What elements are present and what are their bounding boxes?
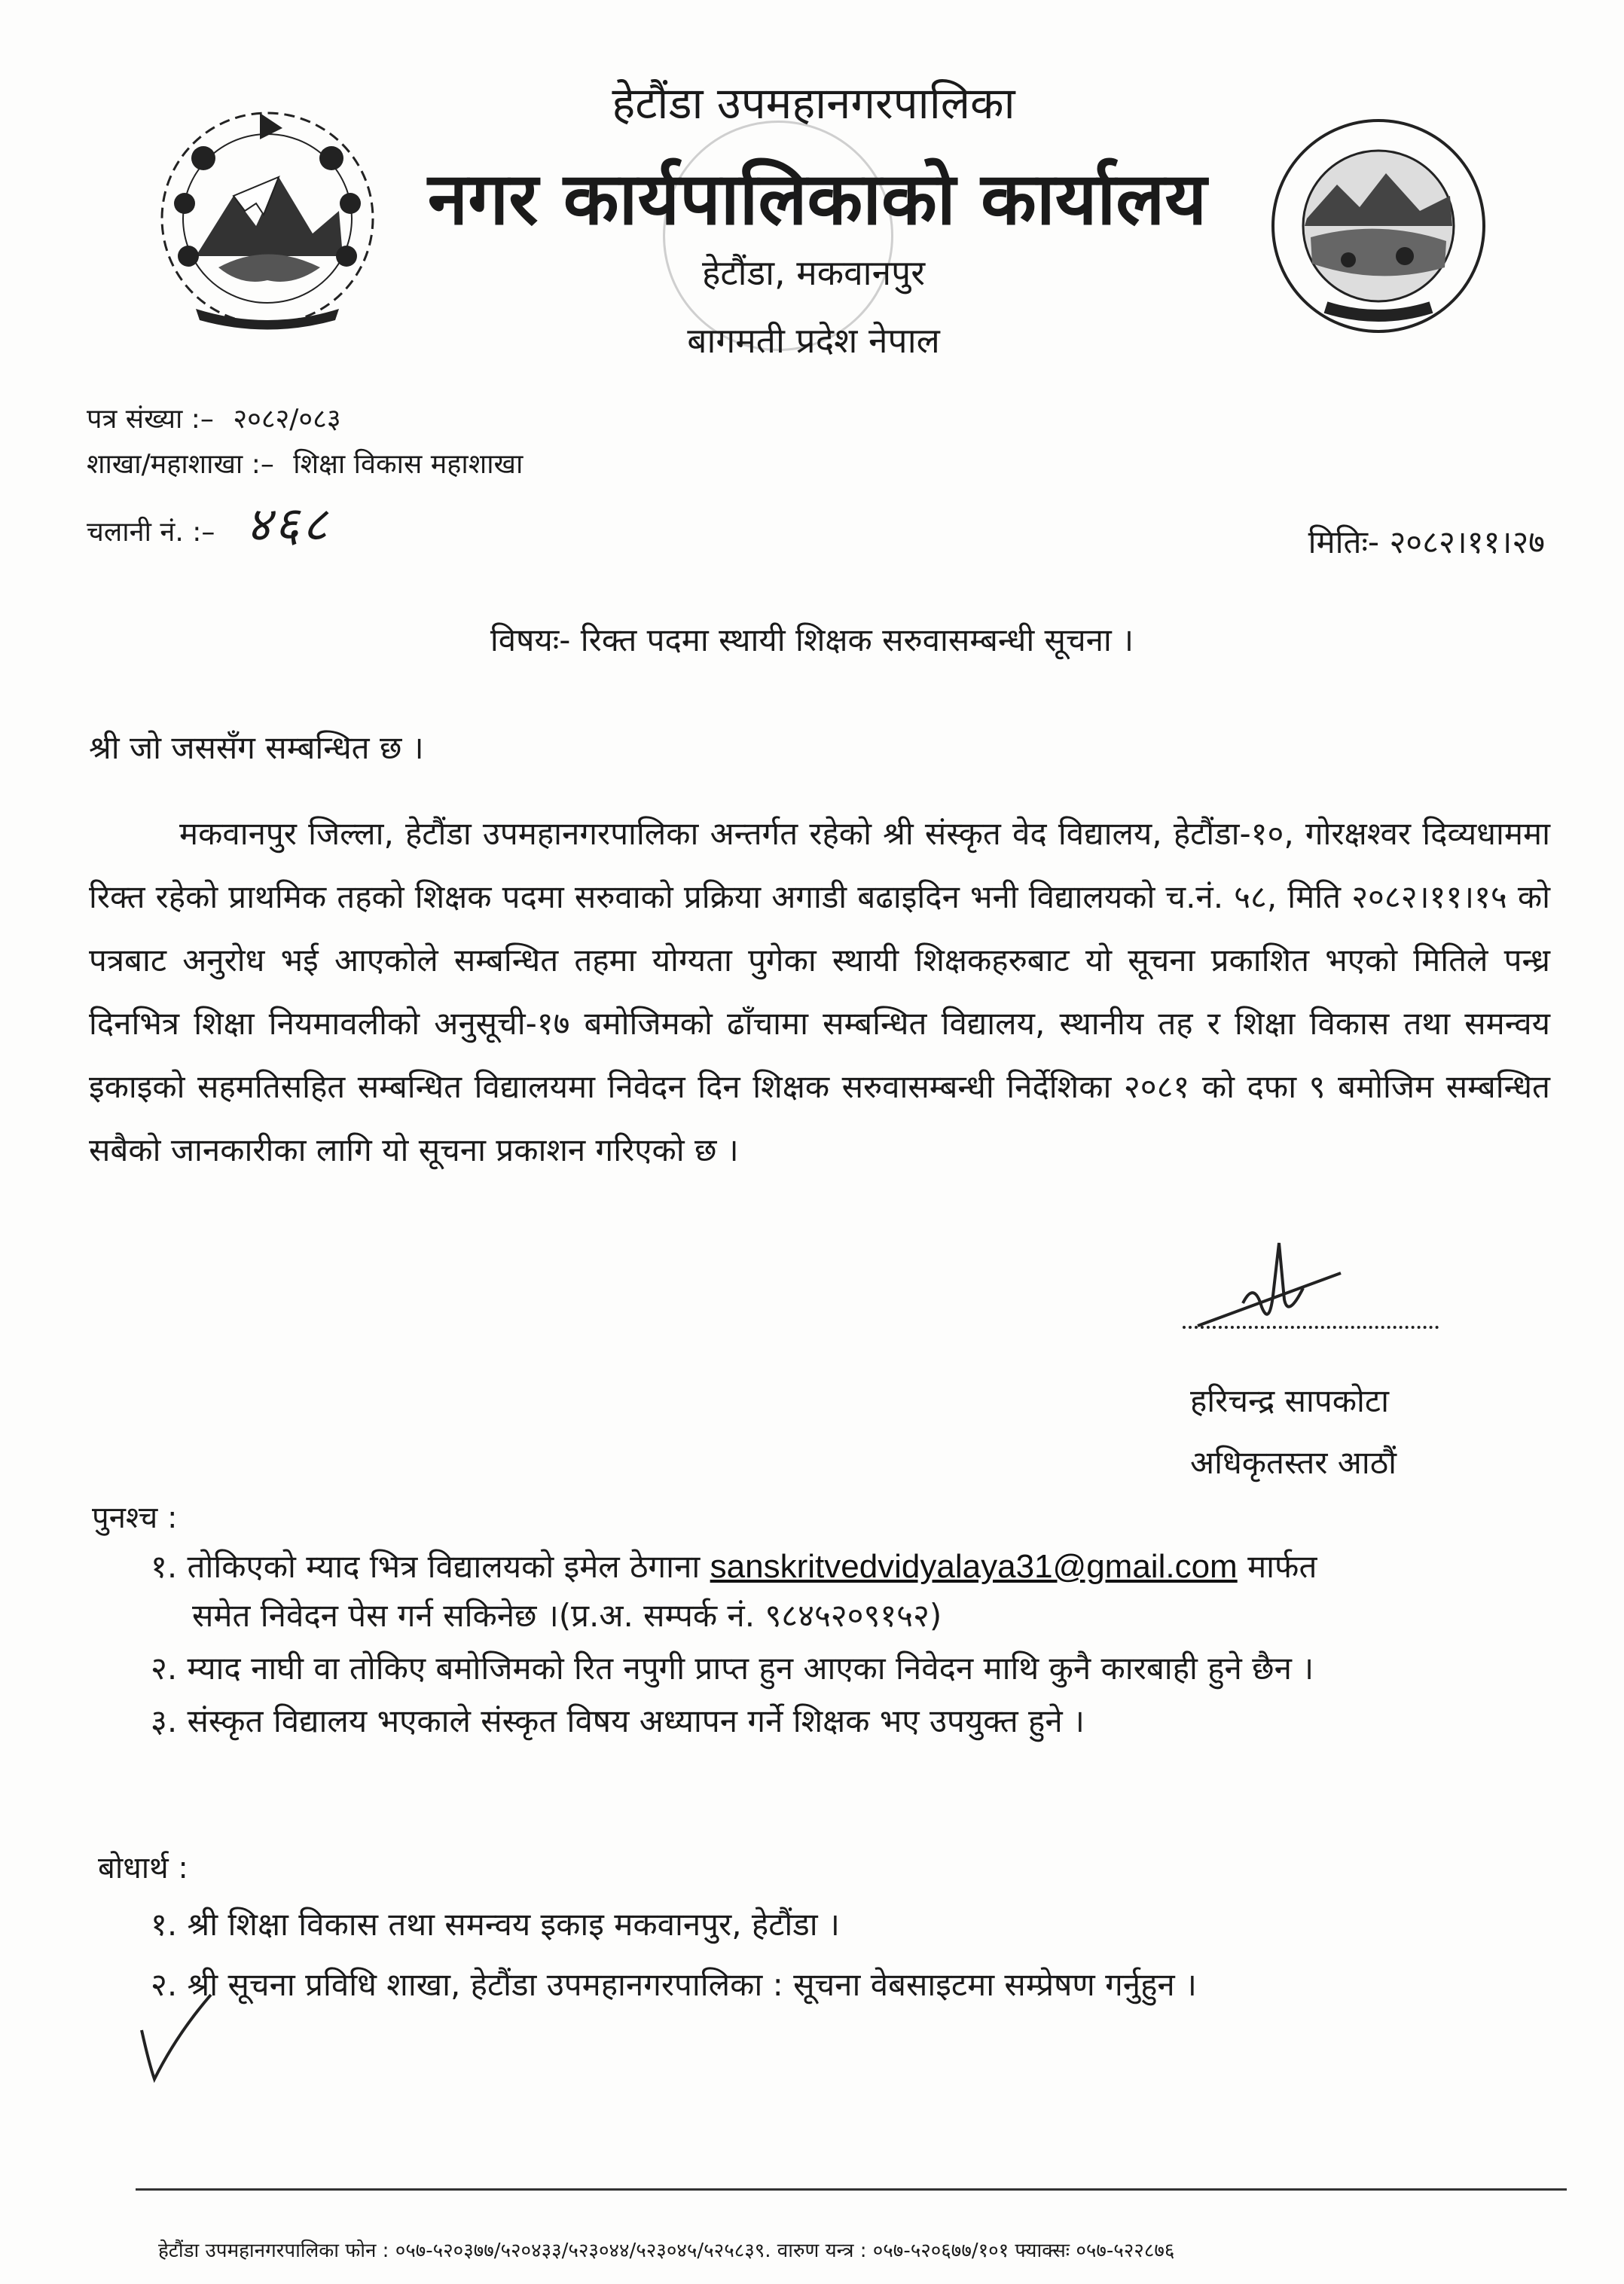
cc-item-1: १. श्री शिक्षा विकास तथा समन्वय इकाइ मकवानपुर, हेटौंडा । xyxy=(151,1906,840,1943)
dispatch-number: चलानी नं. :– ४६८ xyxy=(87,497,331,553)
office-location: हेटौंडा, मकवानपुर xyxy=(701,252,926,293)
signature-mark xyxy=(1190,1235,1386,1341)
letter-subject: विषयः- रिक्त पदमा स्थायी शिक्षक सरुवासम्बन्धी सूचना । xyxy=(490,621,1134,658)
school-email-link[interactable]: sanskritvedvidyalaya31@gmail.com xyxy=(710,1548,1238,1585)
signature-line xyxy=(1183,1326,1439,1329)
postscript-item-1-cont: समेत निवेदन पेस गर्न सकिनेछ ।(प्र.अ. सम्पर्क नं. ९८४५२०९१५२) xyxy=(192,1597,942,1634)
cc-heading: बोधार्थ : xyxy=(98,1851,188,1886)
signatory-title: अधिकृतस्तर आठौं xyxy=(1190,1444,1397,1481)
branch-line: शाखा/महाशाखा :– शिक्षा विकास महाशाखा xyxy=(87,449,524,480)
footer-divider xyxy=(136,2188,1567,2191)
nepal-emblem-icon xyxy=(151,105,384,339)
municipality-name: हेटौंडा उपमहानगरपालिका xyxy=(612,78,1015,129)
hetauda-logo-icon xyxy=(1265,113,1491,339)
salutation: श्री जो जससँग सम्बन्धित छ । xyxy=(89,729,424,766)
postscript-item-2: २. म्याद नाघी वा तोकिए बमोजिमको रित नपुगी प्राप्त हुन आएका निवेदन माथि कुनै कारबाही हुने छैन । xyxy=(151,1650,1314,1687)
postscript-item-1: १. तोकिएको म्याद भित्र विद्यालयको इमेल ठेगाना sanskritvedvidyalaya31@gmail.com मार्फत xyxy=(151,1548,1317,1585)
postscript-heading: पुनश्च : xyxy=(92,1501,178,1535)
office-province: बागमती प्रदेश नेपाल xyxy=(687,320,940,361)
letter-number: पत्र संख्या :– २०८२/०८३ xyxy=(87,404,341,435)
footer-contact: हेटौंडा उपमहानगरपालिका फोन : ०५७-५२०३७७/५२०४३३/५२३०४४/५२३०४५/५२५८३९. वारुण यन्त्र : ०५७-५२०६७७/१०१ फ्याक्सः ०५७-५२२८७६ xyxy=(158,2240,1175,2262)
signatory-name: हरिचन्द्र सापकोटा xyxy=(1190,1382,1389,1419)
cc-item-2: २. श्री सूचना प्रविधि शाखा, हेटौंडा उपमहानगरपालिका : सूचना वेबसाइटमा सम्प्रेषण गर्नुहुन । xyxy=(151,1966,1197,2003)
check-mark-icon xyxy=(136,1989,218,2087)
letter-date: मितिः- २०८२।११।२७ xyxy=(1308,524,1545,560)
letter-body: मकवानपुर जिल्ला, हेटौंडा उपमहानगरपालिका अन्तर्गत रहेको श्री संस्कृत वेद विद्यालय, हेटौंडा-१०, गोरक्षश्वर दिव्यधाममा रिक्त रहेको प्राथमिक तहको शिक्षक पदमा सरुवाको प्रक्रिया अगाडी बढाइदिन भनी विद्यालयको च.नं. ५८, मिति २०८२।११।१५ को पत्रबाट अनुरोध भई आएकोले सम्बन्धित तहमा योग्यता पुगेका स्थायी शिक्षकहरुबाट यो सूचना प्रकाशित भएको मितिले पन्ध्र दिनभित्र शिक्षा नियमावलीको अनुसूची-१७ बमोजिमको ढाँचामा सम्बन्धित विद्यालय, स्थानीय तह र शिक्षा विकास तथा समन्वय इकाइको सहमतिसहित सम्बन्धित विद्यालयमा निवेदन दिन शिक्षक सरुवासम्बन्धी निर्देशिका २०८१ को दफा ९ बमोजिम सम्बन्धित सबैको जानकारीका लागि यो सूचना प्रकाशन गरिएको छ । xyxy=(89,815,1550,1168)
postscript-item-3: ३. संस्कृत विद्यालय भएकाले संस्कृत विषय अध्यापन गर्ने शिक्षक भए उपयुक्त हुने । xyxy=(151,1702,1085,1739)
office-title: नगर कार्यपालिकाको कार्यालय xyxy=(427,157,1207,241)
